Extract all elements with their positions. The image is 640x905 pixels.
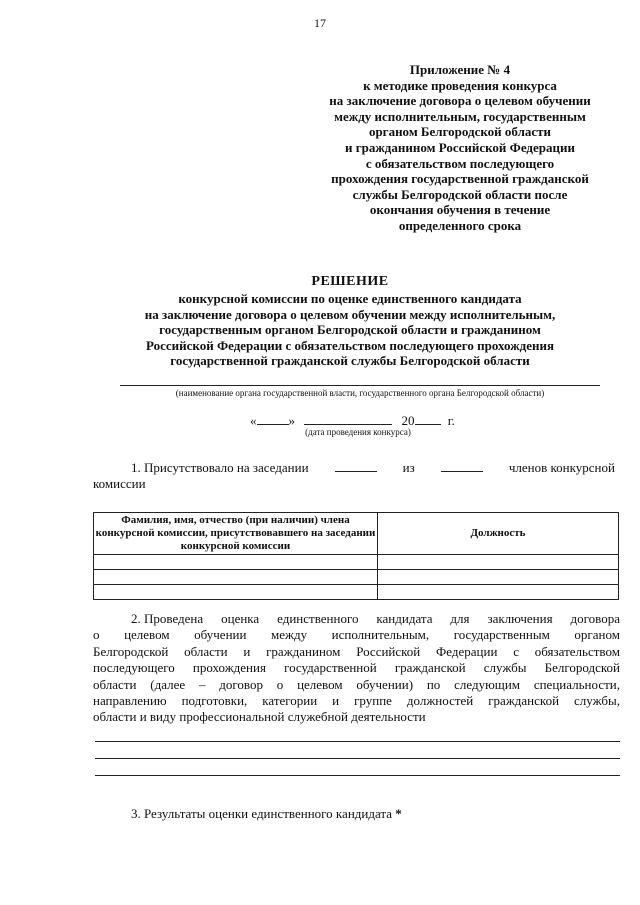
page-number: 17 xyxy=(314,16,326,30)
table-row xyxy=(94,555,619,570)
decision-subtitle-line: конкурсной комиссии по оценке единственного кандидата xyxy=(178,291,522,307)
paragraph-word: (далее xyxy=(150,676,186,692)
paragraph-word: службы xyxy=(483,660,527,676)
paragraph-word: категории xyxy=(262,693,318,709)
appendix-line: к методике проведения конкурса xyxy=(363,77,557,93)
paragraph-word: области xyxy=(184,643,228,659)
appendix-line: окончания обучения в течение xyxy=(369,202,551,218)
paragraph-word: о xyxy=(276,676,284,692)
item-2 xyxy=(93,611,620,726)
table-cell xyxy=(94,585,378,600)
appendix-line: на заключение договора о целевом обучении xyxy=(329,93,591,109)
organ-name-line xyxy=(120,385,600,386)
item1-part: из xyxy=(402,460,415,475)
date-caption: (дата проведения конкурса) xyxy=(305,427,411,437)
item2-last-line: области и виду профессиональной служебной деятельности xyxy=(93,709,426,725)
table-cell xyxy=(94,555,378,570)
paragraph-word: для xyxy=(450,611,470,626)
paragraph-word: о xyxy=(93,627,100,643)
appendix-line: органом Белгородской области xyxy=(368,124,552,140)
organ-caption: (наименование органа государственной власти, государственного органа Белгородской области) xyxy=(175,388,545,398)
paragraph-word: единственного xyxy=(277,611,359,626)
paragraph-word: государственной xyxy=(284,660,377,676)
item1-part: членов конкурсной xyxy=(508,460,615,475)
paragraph-word: гражданской xyxy=(394,660,466,676)
paragraph-word: целевом xyxy=(124,627,170,643)
paragraph-word: заключения xyxy=(487,611,553,626)
paragraph-word: направлению xyxy=(93,693,167,709)
decision-subtitle-line: государственной гражданской службы Белгородской области xyxy=(170,353,530,369)
item1-line2: комиссии xyxy=(93,476,146,492)
paragraph-word: службы, xyxy=(573,693,620,709)
item-3 xyxy=(131,806,402,822)
paragraph-word: специальности, xyxy=(533,676,620,692)
paragraph-word: оценка xyxy=(221,611,260,626)
table-cell xyxy=(378,585,619,600)
date-open-quote: « xyxy=(250,413,257,428)
paragraph-word: гражданской xyxy=(488,693,560,709)
table-header-position: Должность xyxy=(378,513,619,555)
paragraph-word: Российской xyxy=(356,643,421,659)
paragraph-word: должностей xyxy=(406,693,474,709)
specialty-fill-line xyxy=(95,775,620,776)
table-cell xyxy=(378,555,619,570)
table-header-row xyxy=(94,513,619,555)
appendix-line: прохождения государственной гражданской xyxy=(331,171,589,187)
decision-subtitle-line: на заключение договора о целевом обучении между исполнительным, xyxy=(144,306,556,322)
paragraph-word: Федерации xyxy=(436,643,498,659)
month-blank xyxy=(304,413,392,425)
appendix-line: Приложение № 4 xyxy=(409,62,511,77)
paragraph-word: и xyxy=(243,643,251,659)
paragraph-word: между xyxy=(271,627,308,643)
total-count-blank xyxy=(441,460,483,472)
item3-text: 3. Результаты оценки единственного кандидата xyxy=(131,806,393,821)
paragraph-word: обучении) xyxy=(356,676,414,692)
paragraph-word: органом xyxy=(574,627,620,643)
paragraph-word: Белгородской xyxy=(93,643,169,659)
decision-heading xyxy=(60,274,640,368)
paragraph-word: обязательством xyxy=(534,643,620,659)
paragraph-word: и xyxy=(332,693,340,709)
table-header-name: Фамилия, имя, отчество (при наличии) члена конкурсной комиссии, присутствовавшего на заседании конкурсной комиссии xyxy=(94,513,378,555)
paragraph-word: обучении xyxy=(194,627,247,643)
item1-part: 1. Присутствовало на заседании xyxy=(131,460,309,475)
decision-subtitle-line: Российской Федерации с обязательством последующего прохождения xyxy=(145,337,554,353)
paragraph-word: области xyxy=(93,676,137,692)
paragraph-word: последующего xyxy=(93,660,175,676)
appendix-line: определенного срока xyxy=(398,217,522,233)
paragraph-word: кандидата xyxy=(376,611,433,626)
appendix-line: между исполнительным, государственным xyxy=(334,108,586,124)
date-close-quote: » xyxy=(288,413,295,428)
paragraph-word: группе xyxy=(354,693,392,709)
paragraph-word: прохождения xyxy=(192,660,266,676)
paragraph-word: исполнительным, xyxy=(331,627,430,643)
paragraph-word: 2. Проведена xyxy=(131,611,204,626)
item-1 xyxy=(93,460,615,493)
decision-subtitle-line: государственным органом Белгородской области и гражданином xyxy=(159,322,541,338)
table-row xyxy=(94,585,619,600)
day-blank xyxy=(257,413,289,425)
appendix-line: и гражданином Российской Федерации xyxy=(345,139,575,155)
year-suffix: г. xyxy=(447,413,455,428)
paragraph-word: – xyxy=(198,676,206,692)
year-blank xyxy=(415,413,441,425)
paragraph-word: по xyxy=(426,676,441,692)
paragraph-word: договора xyxy=(570,611,620,626)
table-cell xyxy=(94,570,378,585)
appendix-line: с обязательством последующего xyxy=(365,155,555,171)
item3-footnote-mark: * xyxy=(395,806,402,821)
paragraph-word: договор xyxy=(219,676,263,692)
paragraph-word: гражданином xyxy=(266,643,341,659)
appendix-heading xyxy=(300,62,620,234)
present-count-blank xyxy=(335,460,377,472)
specialty-fill-line xyxy=(95,741,620,742)
paragraph-word: с xyxy=(513,643,519,659)
paragraph-word: государственным xyxy=(453,627,550,643)
paragraph-word: целевом xyxy=(297,676,343,692)
year-prefix: 20 xyxy=(401,413,415,428)
commission-members-table xyxy=(93,512,619,600)
appendix-line: службы Белгородской области после xyxy=(352,186,568,202)
paragraph-word: подготовки, xyxy=(181,693,248,709)
paragraph-word: Белгородской xyxy=(544,660,620,676)
table-cell xyxy=(378,570,619,585)
table-row xyxy=(94,570,619,585)
paragraph-word: следующим xyxy=(454,676,521,692)
specialty-fill-line xyxy=(95,758,620,759)
decision-title: РЕШЕНИЕ xyxy=(311,274,389,289)
